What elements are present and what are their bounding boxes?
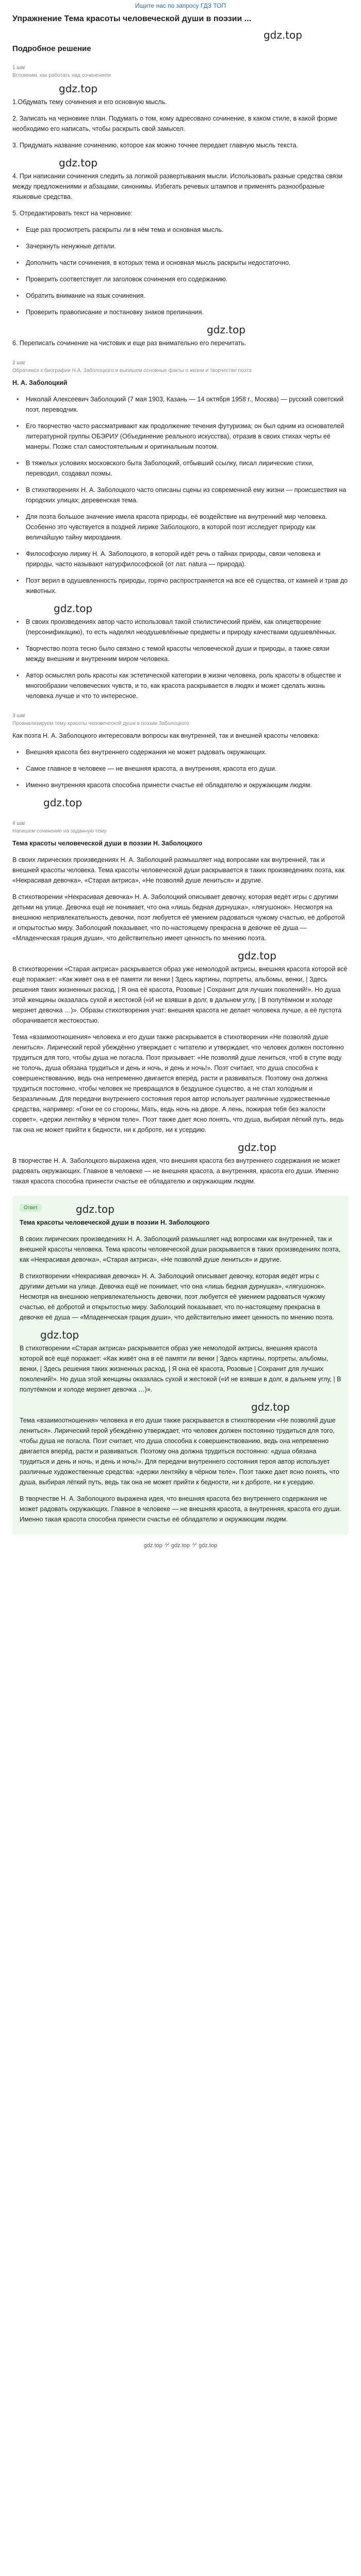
list-item: • Обратить внимание на язык сочинения. bbox=[12, 291, 349, 301]
paragraph: Как поэта Н. А. Заболоцкого интересовали вопросы как внутренней, так и внешней красоты человека: bbox=[12, 732, 320, 739]
list-item: • Николай Алексеевич Заболоцкий (7 мая 1903, Казань — 14 октября 1958 г., Москва) — русский советский поэт, переводчик. bbox=[12, 394, 349, 415]
step-label: 1 шаг bbox=[12, 65, 26, 71]
paragraph: 3. Придумать название сочинению, которое как можно точнее передает главную мысль текста. bbox=[12, 142, 298, 149]
step-3 bbox=[12, 710, 349, 809]
step-label: 4 шаг bbox=[12, 821, 26, 826]
paragraph: В стихотворении «Старая актриса» раскрывается образ уже немолодой актрисы, внешняя красота которой всё ещё поражает: «Как живёт она в её памяти ли венки | Здесь картины, портреты, альбомы, венки, | Здесь решения таких жизненных расход, | Я она её красота, Розовые | Сохранит для лучших поколений!». Но душа этой женщины оказалась сухой и жестокой («И не взявши в долг, в дальнем углу, | В полутёмном и холоде мерзнет девочка …)». bbox=[20, 1345, 341, 1393]
watermark: gdz.top bbox=[43, 796, 83, 809]
watermark-row bbox=[12, 157, 349, 169]
watermark-row bbox=[12, 29, 349, 41]
watermark: gdz.top bbox=[75, 1203, 114, 1215]
watermark-row bbox=[12, 796, 349, 809]
solution-heading: Подробное решение bbox=[12, 44, 91, 53]
list-item: • Именно внутренняя красота способна принести счастье её обладателю и окружающим людям. bbox=[12, 780, 349, 790]
watermark: gdz.top bbox=[237, 1141, 276, 1154]
watermark-row bbox=[12, 602, 349, 615]
watermark: gdz.top bbox=[251, 1401, 290, 1413]
list-item: • В своих произведениях автор часто использовал такой стилистический приём, как олицетворение (персонификацию), то есть наделял неодушевлённые предметы и природу качествами одушевлённых. bbox=[12, 617, 349, 637]
step-label: 2 шаг bbox=[12, 360, 26, 366]
step-1 bbox=[12, 62, 349, 348]
paragraph: В своих лирических произведениях Н. А. Заболоцкий размышляет над вопросами как внутренней, так и внешней красоты человека. Тема красоты человеческой души раскрывается в таких произведениях поэта, как «Некрасивая девочка», «Старая актриса», «Не позволяй душе лениться» и другие. bbox=[12, 856, 344, 884]
list-item: • Философскую лирику Н. А. Заболоцкого, в которой идёт речь о тайнах природы, связи человека и природы, часто называют натурфилософской (от лат. natura — природа). bbox=[12, 549, 349, 569]
watermark: gdz.top bbox=[54, 602, 93, 615]
search-hint-link[interactable]: Ищите нас по запросу ГДЗ ТОП bbox=[135, 2, 226, 9]
watermark: gdz.top bbox=[263, 29, 302, 41]
step-2 bbox=[12, 358, 349, 701]
list-item: • Самое главное в человеке — не внешняя красота, а внутренняя, красота его души. bbox=[12, 764, 349, 774]
essay-title: Тема красоты человеческой души в поэзии Н. Заболоцкого bbox=[20, 1219, 210, 1226]
list-item: • Зачеркнуть ненужные детали. bbox=[12, 241, 349, 251]
paragraph: 4. При написании сочинения следить за логикой развертывания мысли. Использовать разные средства связи между предложениями и абзацами, синонимы. Избегать речевых штампов и применять разнообразные языковые средства. bbox=[12, 173, 343, 200]
list-item: • Дополнить части сочинения, в которых тема и основная мысль раскрыты недостаточно. bbox=[12, 258, 349, 268]
answer-box bbox=[12, 1196, 349, 1535]
paragraph: 2. Записать на черновике план. Подумать о том, кому адресовано сочинение, в каком стиле, в какой форме необходимо его написать, чтобы раскрыть свой замысел. bbox=[12, 115, 338, 132]
page-title: Упражнение Тема красоты человеческой души в поэзии ... bbox=[12, 14, 252, 23]
paragraph: В стихотворении «Старая актриса» раскрывается образ уже немолодой актрисы, внешняя красота которой всё ещё поражает: «Как живёт она в её памяти ли венки | Здесь картины, портреты, альбомы, венки, | Здесь решения таких жизненных расход, | Я она её красота, Розовые | Сохранит для лучших поколений!». Но душа этой женщины оказалась сухой и жестокой («И не взявши в долг, в дальнем углу, | В полутёмном и холоде мерзнет девочка …)». Образы стихотворения учат: внешняя красота не делает человека лучше, а её пустота оборачивается жестокостью. bbox=[12, 965, 348, 1024]
facts-list bbox=[12, 394, 349, 596]
answer-badge: Ответ bbox=[20, 1204, 42, 1212]
watermark-row bbox=[12, 324, 349, 336]
watermark-row bbox=[20, 1329, 341, 1341]
list-item: • Автор осмыслял роль красоты как эстетической категории в жизни человека, роль красоты в обществе и многообразии человеческих чувств, и то, как красота раскрывается в людях и может сделать жизнь человека лучше и что то интересное. bbox=[12, 670, 349, 701]
list-item: • Его творчество часто рассматривают как продолжение течения футуризма; он был одним из основателей литературной группы ОБЭРИУ (Объединение реального искусства), отразив в своих стихах черты её манеры. Позже стал самостоятельным и оригинальным поэтом. bbox=[12, 421, 349, 452]
paragraph: Тема «взаимоотношения» человека и его души также раскрывается в стихотворении «Не позволяй душе лениться». Лирический герой убеждённо утверждает, что человек должен постоянно трудиться для того, чтобы душа не погасла. Поэт считает, что душа способна к совершенствованию, ведь она непременно двигается вперёд, расти и развиваться. Поэтому она должна трудиться постоянно: «душа обязана трудиться и день и ночь, и день и ночь!». Для передачи внутреннего состояния героя автор использует различные художественные средства: «держи лентяйку в чёрном теле». Поэт также дает ясно понять, что душа, выбирая лёгкий путь, ведь так она не может прийти к бедности, ни к доброте, ни к усердию. bbox=[20, 1417, 339, 1486]
footer-watermark: gdz.top ゲ gdz.top ゲ gdz.top bbox=[143, 1543, 218, 1549]
paragraph: В своих лирических произведениях Н. А. Заболоцкий размышляет над вопросами как внутренней, так и внешней красоты человека. Тема красоты человеческой души раскрывается в таких произведениях поэта, как «Некрасивая девочка», «Старая актриса», «Не позволяй душе лениться» и другие. bbox=[20, 1235, 341, 1263]
paragraph: Тема «взаимоотношения» человека и его души также раскрывается в стихотворении «Не позволяй душе лениться». Лирический герой убеждённо утверждает с читателю и утверждает, что человек должен постоянно трудиться для того, чтобы душа не погасла. Поэт призывает: «Не позволяй душе лениться, чтоб в ступе воду не толочь, душа обязана трудиться и день и ночь, и день и ночь!». Поэт считает, что душа способна к совершенствованию, ведь она непременно двигается вперёд, расти и развиваться. Поэтому она должна трудиться постоянно, чтобы человек не превращался в бездушное существо, а не стал холодным и безразличным. Для передачи внутреннего состояния героя автор использует различные художественные средства, например: «Гони ее со стороны, Мать, ведь ночь на дворе. А лень, пожирая тебя без жалости сорвет», «держи лентяйку в чёрном теле». Поэт также дает ясно понять, что душа, выбирая лёгкий путь, ведь так она не может прийти к бедности, ни к доброте, ни к усердию. bbox=[12, 1033, 344, 1133]
paragraph: В стихотворении «Некрасивая девочка» Н. А. Заболоцкий описывает девочку, которая ведёт игры с другими детьми на улице. Девочка ещё не понимает, что она «лишь бедная дурнушка», «лягушонок». Несмотря на внешнюю непривлекательность девочки, поэт любуется её умением радоваться чужому счастью, её добротой и открытостью миру. Заболоцкий показывает, что по-настоящему прекрасна в девочке её душа — «Младенческая грация души», что действительно имеет ценность по мнению поэта. bbox=[12, 893, 345, 942]
watermark: gdz.top bbox=[59, 157, 98, 169]
watermark-row bbox=[12, 82, 349, 95]
step-caption: Проанализируем тему красоты человеческой души в поэзии Заболоцкого bbox=[12, 721, 189, 726]
answer-header bbox=[20, 1203, 341, 1215]
list-item: • Для поэта большое значение имела красота природы, её воздействие на внутренний мир человека. Особенно это чувствуется в поздней лирике Заболоцкого, в которой поэт исследует природу как величайшую тайну мироздания. bbox=[12, 512, 349, 543]
watermark-row bbox=[12, 1141, 349, 1154]
paragraph: В творчестве Н. А. Заболоцкого выражена идея, что внешняя красота без внутреннего содержания не может радовать окружающих. Главное в человеке — не внешняя красота, а внутренняя, красота его души. Именно такая красота способна принести счастье её обладателю и окружающим людям. bbox=[20, 1495, 341, 1523]
paragraph: 1.Обдумать тему сочинения и его основную мысль. bbox=[12, 98, 167, 106]
list-item: • Проверить соответствует ли заголовок сочинения его содержанию. bbox=[12, 274, 349, 284]
watermark: gdz.top bbox=[237, 950, 276, 962]
facts-list-continued bbox=[12, 617, 349, 701]
list-item: • Проверить правописание и постановку знаков препинания. bbox=[12, 307, 349, 317]
analysis-list bbox=[12, 747, 349, 790]
list-item: • В тяжелых условиях московского быта Заболоцкий, отбывший ссылку, писал лирические стихи, переводил, создавал поэмы. bbox=[12, 458, 349, 479]
list-item: • В стихотворениях Н. А. Заболоцкого часто описаны сцены из современной ему жизни — происшествия на городских улицах; деревенская тема. bbox=[12, 485, 349, 505]
step-caption: Обратимся к биографии Н.А. Заболоцкого и выпишем основные факты о жизни и творчестве поэта bbox=[12, 368, 252, 374]
paragraph: В стихотворении «Некрасивая девочка» Н. А. Заболоцкий описывает девочку, которая ведёт игры с другими детьми на улице. Девочка ещё не понимает, что она «лишь бедная дурнушка», «лягушонок». Несмотря на внешнюю непривлекательность девочки, поэт любуется её умением радоваться чужому счастью, её добротой и открытостью миру. Заболоцкий показывает, что по-настоящему прекрасна в девочке её душа — «Младенческая грация души», что действительно имеет ценность по мнению поэта. bbox=[20, 1273, 334, 1321]
checklist bbox=[12, 225, 349, 317]
paragraph: 5. Отредактировать текст на черновике: bbox=[12, 210, 133, 217]
list-item: • Творчество поэта тесно было связано с темой красоты человеческой души и природы, а также связи между внешним и внутренним миром человека. bbox=[12, 643, 349, 664]
list-item: • Еще раз просмотреть раскрыты ли в нём тема и основная мысль. bbox=[12, 225, 349, 235]
watermark: gdz.top bbox=[40, 1329, 79, 1341]
step-4 bbox=[12, 818, 349, 1187]
watermark: gdz.top bbox=[206, 324, 245, 336]
essay-title: Тема красоты человеческой души в поэзии Н. Заболоцкого bbox=[12, 840, 203, 847]
paragraph: 6. Переписать сочинение на чистовик и еще раз внимательно его перечитать. bbox=[12, 340, 247, 347]
step-caption: Вспомним, как работать над сочинением bbox=[12, 73, 111, 78]
section-heading: Н. А. Заболоцкий bbox=[12, 379, 68, 386]
watermark-row bbox=[20, 1401, 341, 1413]
list-item: • Внешняя красота без внутреннего содержания не может радовать окружающих. bbox=[12, 747, 349, 757]
watermark: gdz.top bbox=[59, 82, 98, 95]
step-caption: Напишем сочинение на заданную тему bbox=[12, 828, 107, 834]
step-label: 3 шаг bbox=[12, 713, 26, 719]
watermark-row bbox=[12, 950, 349, 962]
list-item: • Поэт верил в одушевленность природы, горячо распространяется на все её существа, от камней и трав до животных. bbox=[12, 575, 349, 596]
paragraph: В творчестве Н. А. Заболоцкого выражена идея, что внешняя красота без внутреннего содержания не может радовать окружающих. Главное в человеке — не внешняя красота, а внутренняя, красота его души. Именно такая красота способна принести счастье её обладателю и окружающим людям. bbox=[12, 1157, 340, 1185]
